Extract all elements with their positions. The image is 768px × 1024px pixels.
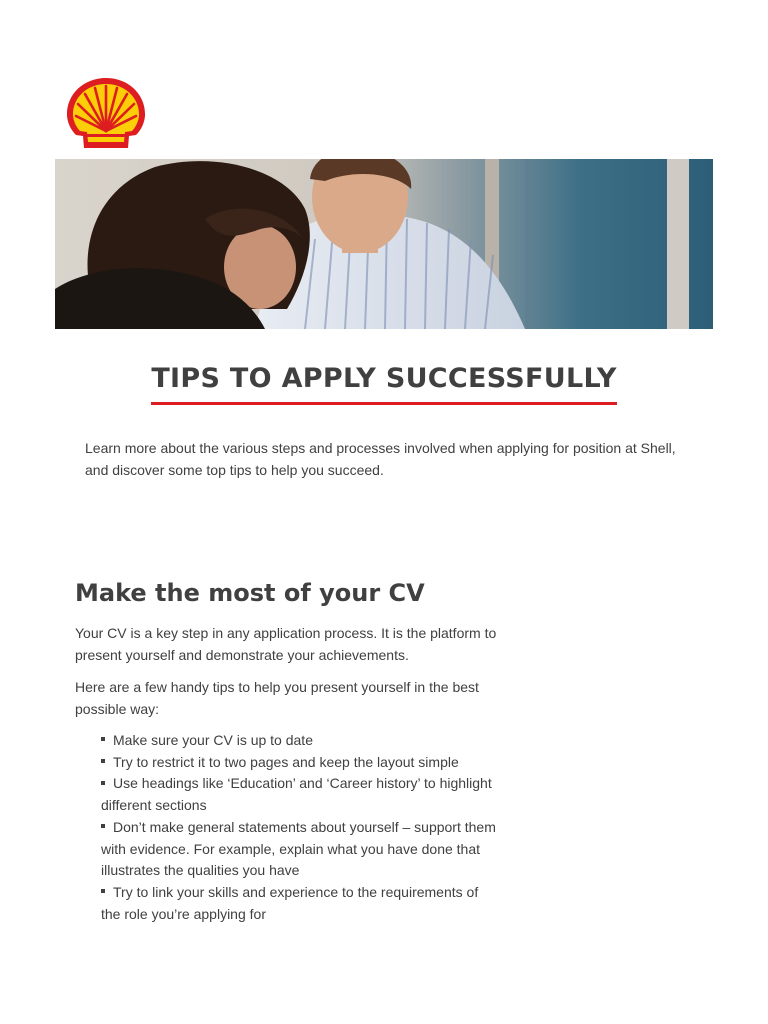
title-container xyxy=(0,362,768,405)
shell-pecten-icon xyxy=(65,76,147,152)
list-item xyxy=(101,817,501,882)
bullet-icon xyxy=(101,781,105,785)
bullet-icon xyxy=(101,889,105,893)
section-heading: Make the most of your CV xyxy=(75,579,425,607)
cv-paragraph-2: Here are a few handy tips to help you present yourself in the best possible way: xyxy=(75,679,479,717)
tip-text: Make sure your CV is up to date xyxy=(113,732,313,748)
tip-text: Don’t make general statements about yourself – support them with evidence. For example, explain what you have done that illustrates the qualities you have xyxy=(101,818,496,879)
tips-list xyxy=(101,730,501,925)
cv-paragraph-1: Your CV is a key step in any application process. It is the platform to present yourself and demonstrate your achievements. xyxy=(75,625,497,663)
list-item xyxy=(101,730,501,752)
bullet-icon xyxy=(101,824,105,828)
bullet-icon xyxy=(101,759,105,763)
list-item xyxy=(101,773,501,816)
tip-text: Use headings like ‘Education’ and ‘Career history’ to highlight different sections xyxy=(101,775,492,814)
intro-text: Learn more about the various steps and processes involved when applying for position at Shell, and discover some top tips to help you succeed. xyxy=(85,440,676,478)
list-item xyxy=(101,882,501,925)
tip-text: Try to link your skills and experience to the requirements of the role you’re applying for xyxy=(101,883,479,922)
page-title: TIPS TO APPLY SUCCESSFULLY xyxy=(151,362,616,405)
shell-logo xyxy=(65,76,147,152)
hero-photo xyxy=(55,159,713,329)
list-item xyxy=(101,752,501,774)
bullet-icon xyxy=(101,737,105,741)
tip-text: Try to restrict it to two pages and keep the layout simple xyxy=(113,753,459,770)
